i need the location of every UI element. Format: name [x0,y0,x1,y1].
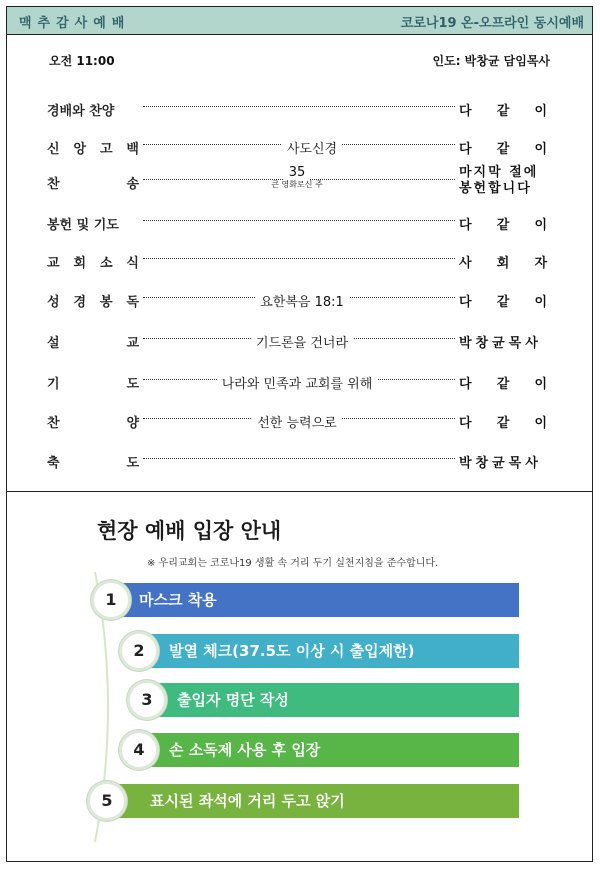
order-label-part: 도 [126,377,139,392]
order-participant-part: 사 [459,252,472,271]
order-participant-part: 다 [459,412,472,431]
order-participant-part: 다 [459,100,472,119]
order-participant-part: 이 [534,291,547,310]
header-bar [7,7,592,35]
order-row [47,328,547,352]
order-label-part: 성 [47,295,60,310]
order-row [47,369,547,393]
order-participant-part: 이 [534,138,547,157]
section-divider [7,491,592,492]
order-detail-text: 요한복음 18:1 [255,291,349,310]
order-row [47,96,547,120]
order-row [47,210,547,234]
order-detail [197,165,397,190]
order-participant [459,291,547,310]
order-participant [459,100,547,119]
order-label-part: 양 [126,416,139,431]
order-label-part: 신 [47,142,60,157]
order-participant-part: 박창균목사 [459,332,542,351]
order-label-part: 찬 [47,416,60,431]
order-label [47,214,139,233]
order-label [47,100,139,119]
order-label-part: 송 [126,177,139,192]
order-participant-part: 이 [534,214,547,233]
order-participant [459,373,547,392]
order-participant [459,252,547,271]
entry-step-bar: 발열 체크(37.5도 이상 시 출입제한) [147,634,519,668]
order-label [47,138,139,157]
order-label-part: 도 [126,456,139,471]
order-label-part: 찬 [47,177,60,192]
order-row [47,134,547,158]
order-participant-part: 회 [497,252,510,271]
order-participant-part: 같 [497,373,510,392]
order-participant-part: 같 [497,138,510,157]
order-label-part: 회 [73,256,87,271]
order-label [47,291,139,310]
order-label [47,412,139,431]
dotted-leader [143,220,455,221]
dotted-leader [143,258,455,259]
order-label-part: 봉 [99,295,113,310]
order-participant [459,332,547,351]
order-detail-text: 사도신경 [282,138,342,157]
order-label-part: 고 [99,142,113,157]
order-detail [197,412,397,431]
order-detail-text: 35 [284,165,311,180]
order-participant-part: 다 [459,373,472,392]
order-label [47,173,139,192]
order-participant [459,138,547,157]
order-label-part: 기 [47,377,60,392]
order-participant [459,165,547,197]
order-label-part: 경 [73,295,87,310]
order-participant-part: 같 [497,291,510,310]
order-row [47,448,547,472]
order-participant [459,214,547,233]
bulletin-frame [6,6,593,862]
order-participant-part: 봉헌합니다 [459,181,547,197]
order-label [47,452,139,471]
entry-step-bar: 마스크 착용 [117,583,519,617]
order-label-part: 교 [47,256,60,271]
order-row [47,408,547,432]
order-participant-part: 자 [534,252,547,271]
service-title: 맥추감사예배 [19,16,131,31]
order-label [47,252,139,271]
entry-step-bar: 출입자 명단 작성 [155,683,519,717]
order-detail [202,291,402,310]
order-label-part: 독 [126,295,139,310]
order-participant-part: 이 [534,100,547,119]
order-detail-text: 선한 능력으로 [252,412,341,431]
order-participant-part: 같 [497,412,510,431]
order-participant-part: 이 [534,412,547,431]
order-participant-part: 박창균목사 [459,452,542,471]
service-leader: 인도: 박창균 담임목사 [432,54,550,68]
dotted-leader [143,106,455,107]
order-participant-part: 마지막 절에 [459,165,547,181]
step-number-badge: 5 [87,781,127,821]
service-subtitle: 코로나19 온-오프라인 동시예배 [400,16,584,31]
order-label-part: 봉헌 및 기도 [47,218,119,233]
order-participant [459,412,547,431]
order-label-part: 식 [126,256,139,271]
order-label-part: 축 [47,456,60,471]
step-number-badge: 1 [91,580,131,620]
step-number-badge: 3 [127,680,167,720]
order-label-part: 앙 [73,142,87,157]
entry-step-bar: 손 소독제 사용 후 입장 [147,733,519,767]
order-row [47,248,547,272]
order-label-part: 백 [126,142,139,157]
order-detail-text: 나라와 민족과 교회를 위해 [217,373,378,392]
order-participant-part: 이 [534,373,547,392]
order-participant-part: 같 [497,100,510,119]
order-detail [212,138,412,157]
order-participant [459,452,547,471]
guide-title: 현장 예배 입장 안내 [97,519,282,543]
service-time: 오전 11:00 [49,54,115,68]
order-detail [197,373,397,392]
entry-step-bar: 표시된 좌석에 거리 두고 앉기 [112,784,519,818]
guide-note: ※ 우리교회는 코로나19 생활 속 거리 두기 실천지침을 준수합니다. [147,558,439,569]
order-row [47,165,547,196]
order-row [47,287,547,311]
hymn-title: 큰 영화로신 주 [271,180,323,189]
order-label [47,332,139,351]
order-label-part: 교 [126,336,139,351]
order-participant-part: 다 [459,214,472,233]
order-label-part: 경배와 찬양 [47,104,115,119]
order-detail [202,332,402,351]
order-participant-part: 같 [497,214,510,233]
order-label-part: 소 [99,256,113,271]
order-label-part: 설 [47,336,60,351]
order-detail-text: 기드론을 건너라 [251,332,353,351]
order-label [47,373,139,392]
order-participant-part: 다 [459,138,472,157]
dotted-leader [143,458,455,459]
step-number-badge: 4 [119,730,159,770]
step-number-badge: 2 [119,631,159,671]
order-participant-part: 다 [459,291,472,310]
